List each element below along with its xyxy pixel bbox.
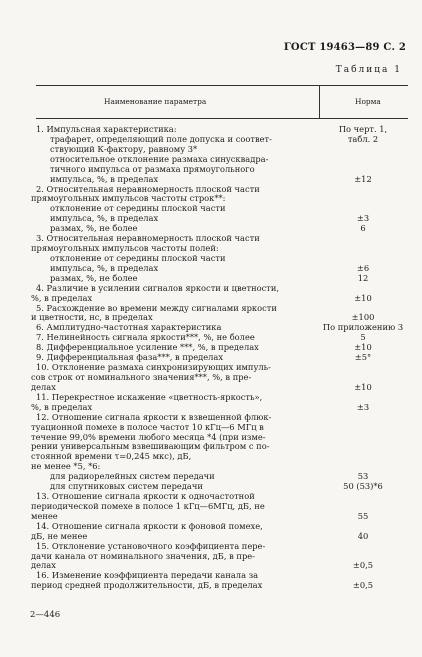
parameter-text: период средней продолжительности, дБ, в пределах xyxy=(31,580,263,591)
column-divider xyxy=(319,85,320,118)
parameter-text: делах xyxy=(31,560,56,571)
norm-value: ±3 xyxy=(356,401,370,412)
norm-value: 50 (53)*6 xyxy=(343,481,383,492)
parameter-text: стоянной времени τ=0,245 мкс), дБ, xyxy=(31,451,192,462)
parameter-text: тичного импульса от размаха прямоугольного xyxy=(50,163,255,174)
parameter-text: прямоугольных импульсов частоты строк**: xyxy=(31,193,226,204)
table-header-rule xyxy=(36,118,408,119)
table-top-rule xyxy=(36,85,408,86)
norm-value: 40 xyxy=(357,530,369,541)
parameter-text: импульса, %, в пределах xyxy=(50,173,159,184)
parameter-text: менее xyxy=(31,510,58,521)
norm-value: ±10 xyxy=(354,342,372,353)
parameter-text: размах, %, не более xyxy=(50,223,138,234)
parameter-text: 7. Нелинейность сигнала яркости***, %, не более xyxy=(36,332,255,343)
column-header-norm: Норма xyxy=(355,97,381,106)
norm-value: табл. 2 xyxy=(347,133,379,144)
norm-value: 55 xyxy=(357,510,369,521)
parameter-text: и цветности, нс, в пределах xyxy=(31,312,153,323)
norm-value: 12 xyxy=(357,272,369,283)
parameter-text: 10. Отклонение размаха синхронизирующих импуль- xyxy=(36,362,271,373)
parameter-text: дачи канала от номинального значения, дБ, в пре- xyxy=(31,550,255,561)
norm-value: 53 xyxy=(357,471,369,482)
parameter-text: 16. Изменение коэффициента передачи канала за xyxy=(36,570,259,581)
parameter-text: 14. Отношение сигнала яркости к фоновой помехе, xyxy=(36,520,263,531)
parameter-text: сов строк от номинального значения***, %, в пре- xyxy=(31,372,252,382)
norm-value: По черт. 1, xyxy=(338,124,388,134)
parameter-text: 15. Отклонение установочного коэффициента пере- xyxy=(36,540,266,551)
parameter-text: прямоугольных импульсов частоты полей: xyxy=(31,243,219,254)
parameter-text: 2. Относительная неравномерность плоской части xyxy=(36,183,260,194)
norm-value: ±0,5 xyxy=(352,580,374,591)
parameter-text: импульса, %, в пределах xyxy=(50,213,159,224)
parameter-text: импульса, %, в пределах xyxy=(50,262,159,273)
norm-value: ±5° xyxy=(354,352,372,363)
norm-value: ±10 xyxy=(354,381,372,392)
parameter-text: 5. Расхождение во времени между сигналами яркости xyxy=(36,302,277,313)
norm-value: По приложению 3 xyxy=(322,322,404,333)
parameter-text: %, в пределах xyxy=(31,292,93,303)
column-header-parameter: Наименование параметра xyxy=(104,97,207,106)
document-header: ГОСТ 19463—89 С. 2 xyxy=(283,42,406,53)
norm-value: ±3 xyxy=(356,213,370,224)
parameter-text: 3. Относительная неравномерность плоской части xyxy=(36,233,260,244)
norm-value: ±6 xyxy=(356,262,370,273)
parameter-text: 1. Импульсная характеристика: xyxy=(36,124,177,134)
parameter-text: 8. Дифференциальное усиление ***, %, в пределах xyxy=(36,342,259,353)
parameter-text: отклонение от середины плоской части xyxy=(50,252,226,263)
parameter-text: ствующий К-фактору, равному 3* xyxy=(50,143,198,154)
parameter-text: течение 99,0% времени любого месяца *4 (при изме- xyxy=(31,431,266,442)
norm-value: 6 xyxy=(360,223,366,234)
parameter-text: туационной помехе в полосе частот 10 кГц—6 МГц в xyxy=(31,421,264,432)
parameter-text: для спутниковых систем передачи xyxy=(50,481,203,492)
norm-value: ±12 xyxy=(354,173,372,184)
parameter-text: 4. Различие в усилении сигналов яркости и цветности, xyxy=(36,282,280,293)
parameter-text: отклонение от середины плоской части xyxy=(50,203,226,214)
parameter-text: размах, %, не более xyxy=(50,272,138,283)
parameter-text: 9. Дифференциальная фаза***, в пределах xyxy=(36,352,224,363)
norm-value: ±0,5 xyxy=(352,560,374,571)
parameter-text: %, в пределах xyxy=(31,401,93,412)
norm-value: ±100 xyxy=(351,312,375,323)
page-number: 2—446 xyxy=(30,610,61,620)
parameter-text: трафарет, определяющий поле допуска и соответ- xyxy=(50,133,272,144)
parameter-text: 13. Отношение сигнала яркости к одночастотной xyxy=(36,491,255,502)
norm-value: ±10 xyxy=(354,292,372,303)
parameter-text: дБ, не менее xyxy=(31,530,88,541)
parameter-text: 12. Отношение сигнала яркости к взвешенной флюк- xyxy=(36,411,272,422)
parameter-text: не менее *5, *6: xyxy=(31,461,101,472)
parameter-text: периодической помехе в полосе 1 кГц—6МГц, дБ, не xyxy=(31,500,265,511)
parameter-text: 6. Амплитудно-частотная характеристика xyxy=(36,322,222,333)
parameter-text: 11. Перекрестное искажение «цветность-яркость», xyxy=(36,391,263,402)
parameter-text: для радиорелейных систем передачи xyxy=(50,471,215,482)
table-title: Таблица 1 xyxy=(335,65,402,75)
parameter-text: относительное отклонение размаха синусквадра- xyxy=(50,153,269,164)
parameter-text: рении универсальным взвешивающим фильтром с по- xyxy=(31,441,270,452)
norm-value: 5 xyxy=(360,332,366,343)
parameter-text: делах xyxy=(31,381,56,392)
